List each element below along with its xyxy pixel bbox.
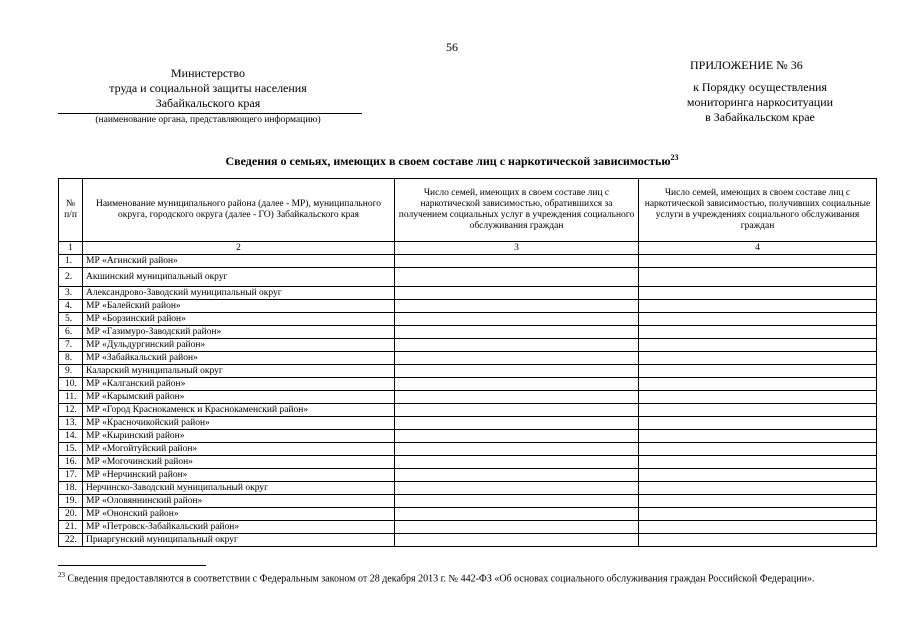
row-name: МР «Агинский район» — [83, 255, 395, 268]
footnote-text: Сведения предоставляются в соответствии с Федеральным законом от 28 декабря 2013 г. № 442-ФЗ «Об основах социального обслуживания граждан Российской Федерации». — [65, 573, 815, 585]
row-applied-value — [395, 495, 639, 508]
row-applied-value — [395, 365, 639, 378]
row-name: МР «Забайкальский район» — [83, 352, 395, 365]
footnote — [58, 569, 876, 585]
row-number: 19. — [59, 495, 83, 508]
table-row — [59, 508, 877, 521]
row-number: 22. — [59, 534, 83, 547]
row-number: 12. — [59, 404, 83, 417]
row-name: МР «Петровск-Забайкальский район» — [83, 521, 395, 534]
ministry-underline — [58, 113, 362, 114]
column-number: 2 — [83, 242, 395, 255]
header-number: № п/п — [59, 179, 83, 242]
row-received-value — [639, 268, 877, 287]
table-row — [59, 495, 877, 508]
row-received-value — [639, 391, 877, 404]
row-received-value — [639, 417, 877, 430]
table-header-row — [59, 179, 877, 242]
row-number: 13. — [59, 417, 83, 430]
row-name: Каларский муниципальный округ — [83, 365, 395, 378]
row-number: 1. — [59, 255, 83, 268]
row-applied-value — [395, 255, 639, 268]
column-number: 3 — [395, 242, 639, 255]
row-received-value — [639, 534, 877, 547]
table-row — [59, 378, 877, 391]
row-name: МР «Калганский район» — [83, 378, 395, 391]
row-received-value — [639, 508, 877, 521]
row-received-value — [639, 365, 877, 378]
table-row — [59, 326, 877, 339]
footnote-separator — [58, 565, 206, 566]
row-name: МР «Карымский район» — [83, 391, 395, 404]
row-received-value — [639, 521, 877, 534]
row-number: 17. — [59, 469, 83, 482]
row-received-value — [639, 404, 877, 417]
row-applied-value — [395, 430, 639, 443]
table-row — [59, 339, 877, 352]
row-applied-value — [395, 300, 639, 313]
footnote-number: 23 — [58, 571, 65, 579]
table-row — [59, 482, 877, 495]
row-number: 7. — [59, 339, 83, 352]
table-row — [59, 365, 877, 378]
row-name: МР «Балейский район» — [83, 300, 395, 313]
row-number: 3. — [59, 287, 83, 300]
row-received-value — [639, 300, 877, 313]
row-applied-value — [395, 378, 639, 391]
table-row — [59, 469, 877, 482]
ministry-line-1: Министерство — [171, 66, 245, 80]
row-number: 21. — [59, 521, 83, 534]
row-number: 2. — [59, 268, 83, 287]
row-applied-value — [395, 287, 639, 300]
appendix-ref-line-3: в Забайкальском крае — [705, 110, 815, 124]
row-number: 6. — [59, 326, 83, 339]
table-row — [59, 430, 877, 443]
row-applied-value — [395, 268, 639, 287]
row-received-value — [639, 469, 877, 482]
table-row — [59, 255, 877, 268]
row-name: МР «Оловяннинский район» — [83, 495, 395, 508]
row-name: МР «Город Краснокаменск и Краснокаменский район» — [83, 404, 395, 417]
appendix-reference — [660, 80, 860, 125]
row-name: МР «Газимуро-Заводский район» — [83, 326, 395, 339]
header-applied: Число семей, имеющих в своем составе лиц с наркотической зависимостью, обратившихся за получением социальных услуг в учреждения социального обслуживания граждан — [395, 179, 639, 242]
header-name: Наименование муниципального района (далее - МР), муниципального округа, городского округа (далее - ГО) Забайкальского края — [83, 179, 395, 242]
row-applied-value — [395, 313, 639, 326]
ministry-block — [58, 66, 358, 111]
column-number: 1 — [59, 242, 83, 255]
ministry-line-2: труда и социальной защиты населения — [109, 81, 307, 95]
table-row — [59, 404, 877, 417]
appendix-ref-line-2: мониторинга наркоситуации — [686, 95, 834, 109]
row-applied-value — [395, 352, 639, 365]
row-applied-value — [395, 417, 639, 430]
row-applied-value — [395, 521, 639, 534]
table-body — [59, 255, 877, 547]
table-row — [59, 417, 877, 430]
row-number: 15. — [59, 443, 83, 456]
appendix-ref-line-1: к Порядку осуществления — [693, 80, 827, 94]
row-name: Александрово-Заводский муниципальный округ — [83, 287, 395, 300]
table-row — [59, 287, 877, 300]
row-number: 4. — [59, 300, 83, 313]
row-number: 14. — [59, 430, 83, 443]
table-row — [59, 521, 877, 534]
row-number: 10. — [59, 378, 83, 391]
row-name: Нерчинско-Заводский муниципальный округ — [83, 482, 395, 495]
row-received-value — [639, 430, 877, 443]
document-title-text: Сведения о семьях, имеющих в своем составе лиц с наркотической зависимостью — [225, 154, 671, 168]
row-name: МР «Ононский район» — [83, 508, 395, 521]
row-number: 5. — [59, 313, 83, 326]
row-name: МР «Борзинский район» — [83, 313, 395, 326]
row-number: 20. — [59, 508, 83, 521]
row-applied-value — [395, 456, 639, 469]
row-received-value — [639, 495, 877, 508]
row-name: Акшинский муниципальный округ — [83, 268, 395, 287]
table-row — [59, 391, 877, 404]
table-row — [59, 534, 877, 547]
table-row — [59, 300, 877, 313]
table-row — [59, 268, 877, 287]
row-received-value — [639, 378, 877, 391]
ministry-line-3: Забайкальского края — [155, 96, 261, 110]
row-applied-value — [395, 469, 639, 482]
row-applied-value — [395, 404, 639, 417]
row-name: МР «Красночикойский район» — [83, 417, 395, 430]
column-number: 4 — [639, 242, 877, 255]
row-received-value — [639, 287, 877, 300]
row-received-value — [639, 326, 877, 339]
row-name: МР «Кыринский район» — [83, 430, 395, 443]
page-number: 56 — [446, 40, 458, 54]
table-row — [59, 456, 877, 469]
row-received-value — [639, 482, 877, 495]
table-row — [59, 313, 877, 326]
row-applied-value — [395, 326, 639, 339]
row-applied-value — [395, 482, 639, 495]
row-number: 16. — [59, 456, 83, 469]
row-name: МР «Могойтуйский район» — [83, 443, 395, 456]
row-name: Приаргунский муниципальный округ — [83, 534, 395, 547]
header-received: Число семей, имеющих в своем составе лиц с наркотической зависимостью, получивших социальные услуги в учреждениях социального обслуживания граждан — [639, 179, 877, 242]
row-received-value — [639, 255, 877, 268]
row-number: 18. — [59, 482, 83, 495]
row-received-value — [639, 339, 877, 352]
row-received-value — [639, 456, 877, 469]
row-name: МР «Нерчинский район» — [83, 469, 395, 482]
families-table — [58, 178, 877, 547]
row-name: МР «Могочинский район» — [83, 456, 395, 469]
table-row — [59, 352, 877, 365]
row-name: МР «Дульдургинский район» — [83, 339, 395, 352]
row-applied-value — [395, 508, 639, 521]
row-number: 11. — [59, 391, 83, 404]
row-received-value — [639, 443, 877, 456]
footnote-ref: 23 — [670, 153, 679, 162]
row-applied-value — [395, 534, 639, 547]
appendix-title: ПРИЛОЖЕНИЕ № 36 — [690, 58, 803, 72]
row-received-value — [639, 313, 877, 326]
row-number: 9. — [59, 365, 83, 378]
row-number: 8. — [59, 352, 83, 365]
row-applied-value — [395, 339, 639, 352]
row-received-value — [639, 352, 877, 365]
row-applied-value — [395, 391, 639, 404]
table-row — [59, 443, 877, 456]
ministry-note: (наименование органа, представляющего информацию) — [95, 115, 321, 125]
document-title — [0, 153, 904, 169]
column-numbers-row — [59, 242, 877, 255]
row-applied-value — [395, 443, 639, 456]
